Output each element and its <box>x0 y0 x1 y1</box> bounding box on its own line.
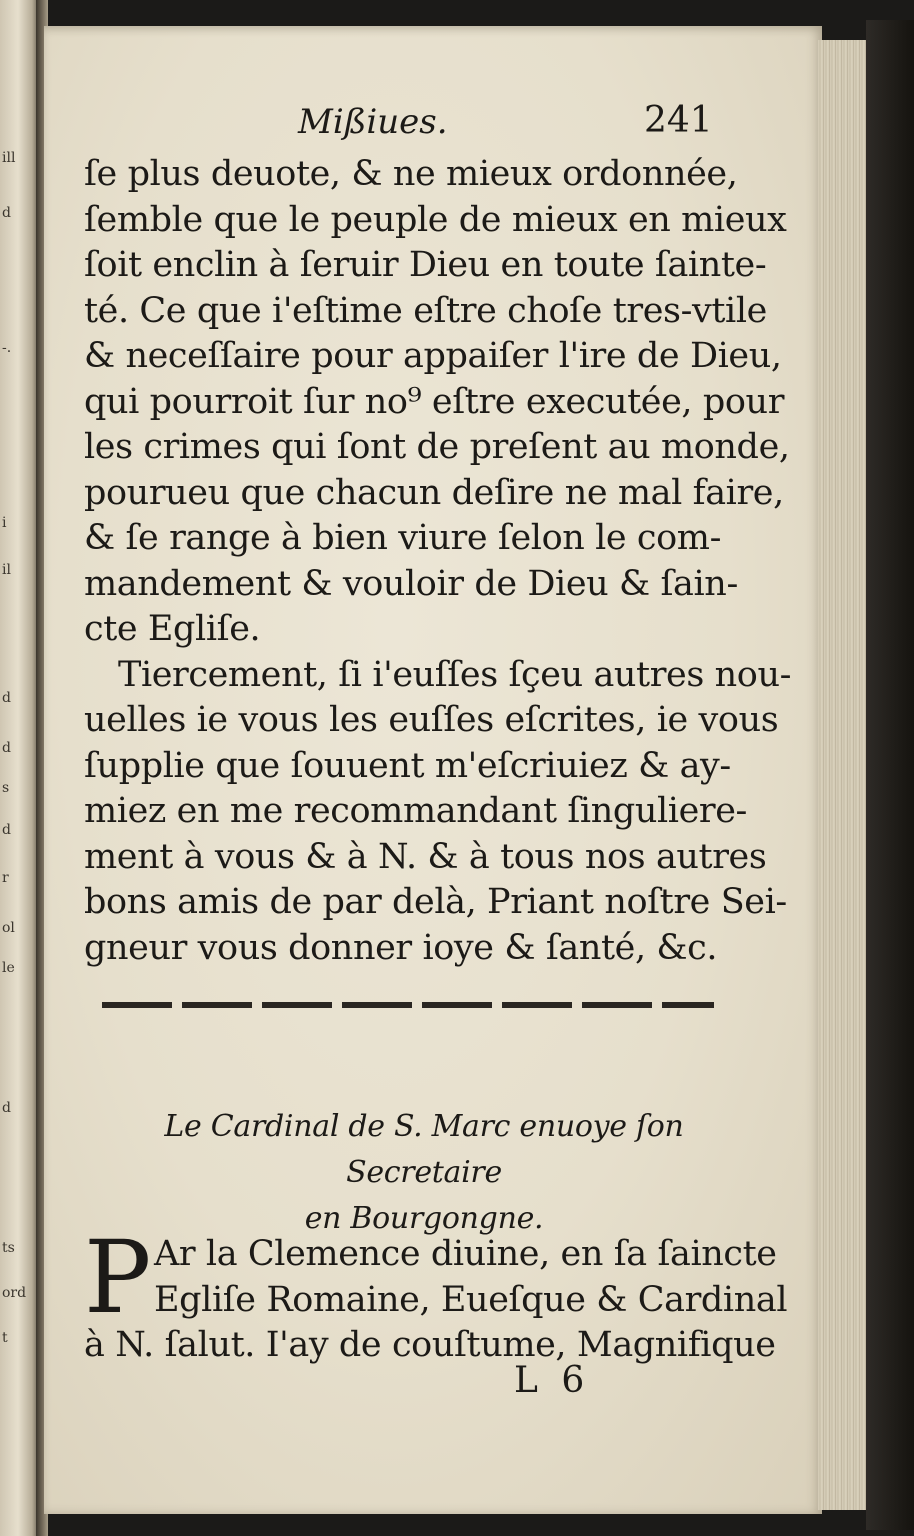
text-line: ſoit enclin à ſeruir Dieu en toute ſainte- <box>84 245 767 285</box>
prev-page-fragment: d <box>2 1100 11 1116</box>
prev-page-fragment: r <box>2 870 9 886</box>
section-divider-rule <box>102 1002 714 1008</box>
text-line: & neceſſaire pour appaiſer l'ire de Dieu, <box>84 336 782 376</box>
page-block-edge <box>818 40 873 1510</box>
text-line: bons amis de par delà, Priant noſtre Sei- <box>84 882 787 922</box>
text-line: uelles ie vous les euſſes eſcrites, ie vous <box>84 700 779 740</box>
text-line: Ar la Clemence diuine, en ſa ſaincte <box>154 1234 777 1274</box>
text-line: les crimes qui ſont de preſent au monde, <box>84 427 790 467</box>
text-line: pourueu que chacun deſire ne mal faire, <box>84 472 784 513</box>
prev-page-fragment: d <box>2 822 11 838</box>
letter-heading <box>84 1104 764 1242</box>
text-line: Egliſe Romaine, Eueſque & Cardinal <box>154 1279 788 1320</box>
text-line: miez en me recommandant ſinguliere- <box>84 791 747 831</box>
prev-page-fragment: d <box>2 205 11 221</box>
text-line: té. Ce que i'eſtime eſtre choſe tres-vtile <box>84 290 767 331</box>
letter-opening <box>84 1219 788 1369</box>
body-text <box>84 152 792 971</box>
text-line: cte Egliſe. <box>84 609 261 649</box>
book-cover-edge <box>866 20 914 1530</box>
prev-page-fragment: -. <box>2 340 12 356</box>
prev-page-fragment: ill <box>2 150 16 166</box>
page-number: 241 <box>644 100 713 141</box>
text-line: ſupplie que ſouuent m'eſcriuiez & ay- <box>84 745 731 786</box>
prev-page-fragment: t <box>2 1330 8 1346</box>
text-line: mandement & vouloir de Dieu & ſain- <box>84 563 738 604</box>
text-line: ſemble que le peuple de mieux en mieux <box>84 199 787 240</box>
text-line: & ſe range à bien viure ſelon le com- <box>84 518 722 558</box>
prev-page-fragment: d <box>2 740 11 756</box>
signature-mark: L 6 <box>514 1360 591 1401</box>
previous-page-edge <box>0 0 40 1536</box>
prev-page-fragment: ol <box>2 920 15 936</box>
prev-page-fragment: ord <box>2 1285 27 1301</box>
text-line: qui pourroit ſur no⁹ eſtre executée, pour <box>84 381 785 422</box>
prev-page-fragment: le <box>2 960 15 976</box>
prev-page-fragment: s <box>2 780 10 796</box>
prev-page-fragment: il <box>2 562 11 578</box>
drop-cap: P <box>84 1219 152 1336</box>
text-line: à N. ſalut. I'ay de couſtume, Magnifique <box>84 1325 776 1365</box>
prev-page-fragment: i <box>2 515 7 531</box>
text-line: ment à vous & à N. & à tous nos autres <box>84 836 767 877</box>
heading-line: en Bourgongne. <box>304 1201 544 1236</box>
prev-page-fragment: d <box>2 690 11 706</box>
text-line: gneur vous donner ioye & ſanté, &c. <box>84 927 718 968</box>
book-page <box>44 26 822 1514</box>
heading-line: Le Cardinal de S. Marc enuoye ſon Secretaire <box>164 1109 684 1190</box>
prev-page-fragment: ts <box>2 1240 15 1256</box>
text-line: Tiercement, ſi i'euſſes ſçeu autres nou- <box>118 654 792 695</box>
text-line: ſe plus deuote, & ne mieux ordonnée, <box>84 154 738 194</box>
running-head: Mißiues. <box>298 102 448 142</box>
